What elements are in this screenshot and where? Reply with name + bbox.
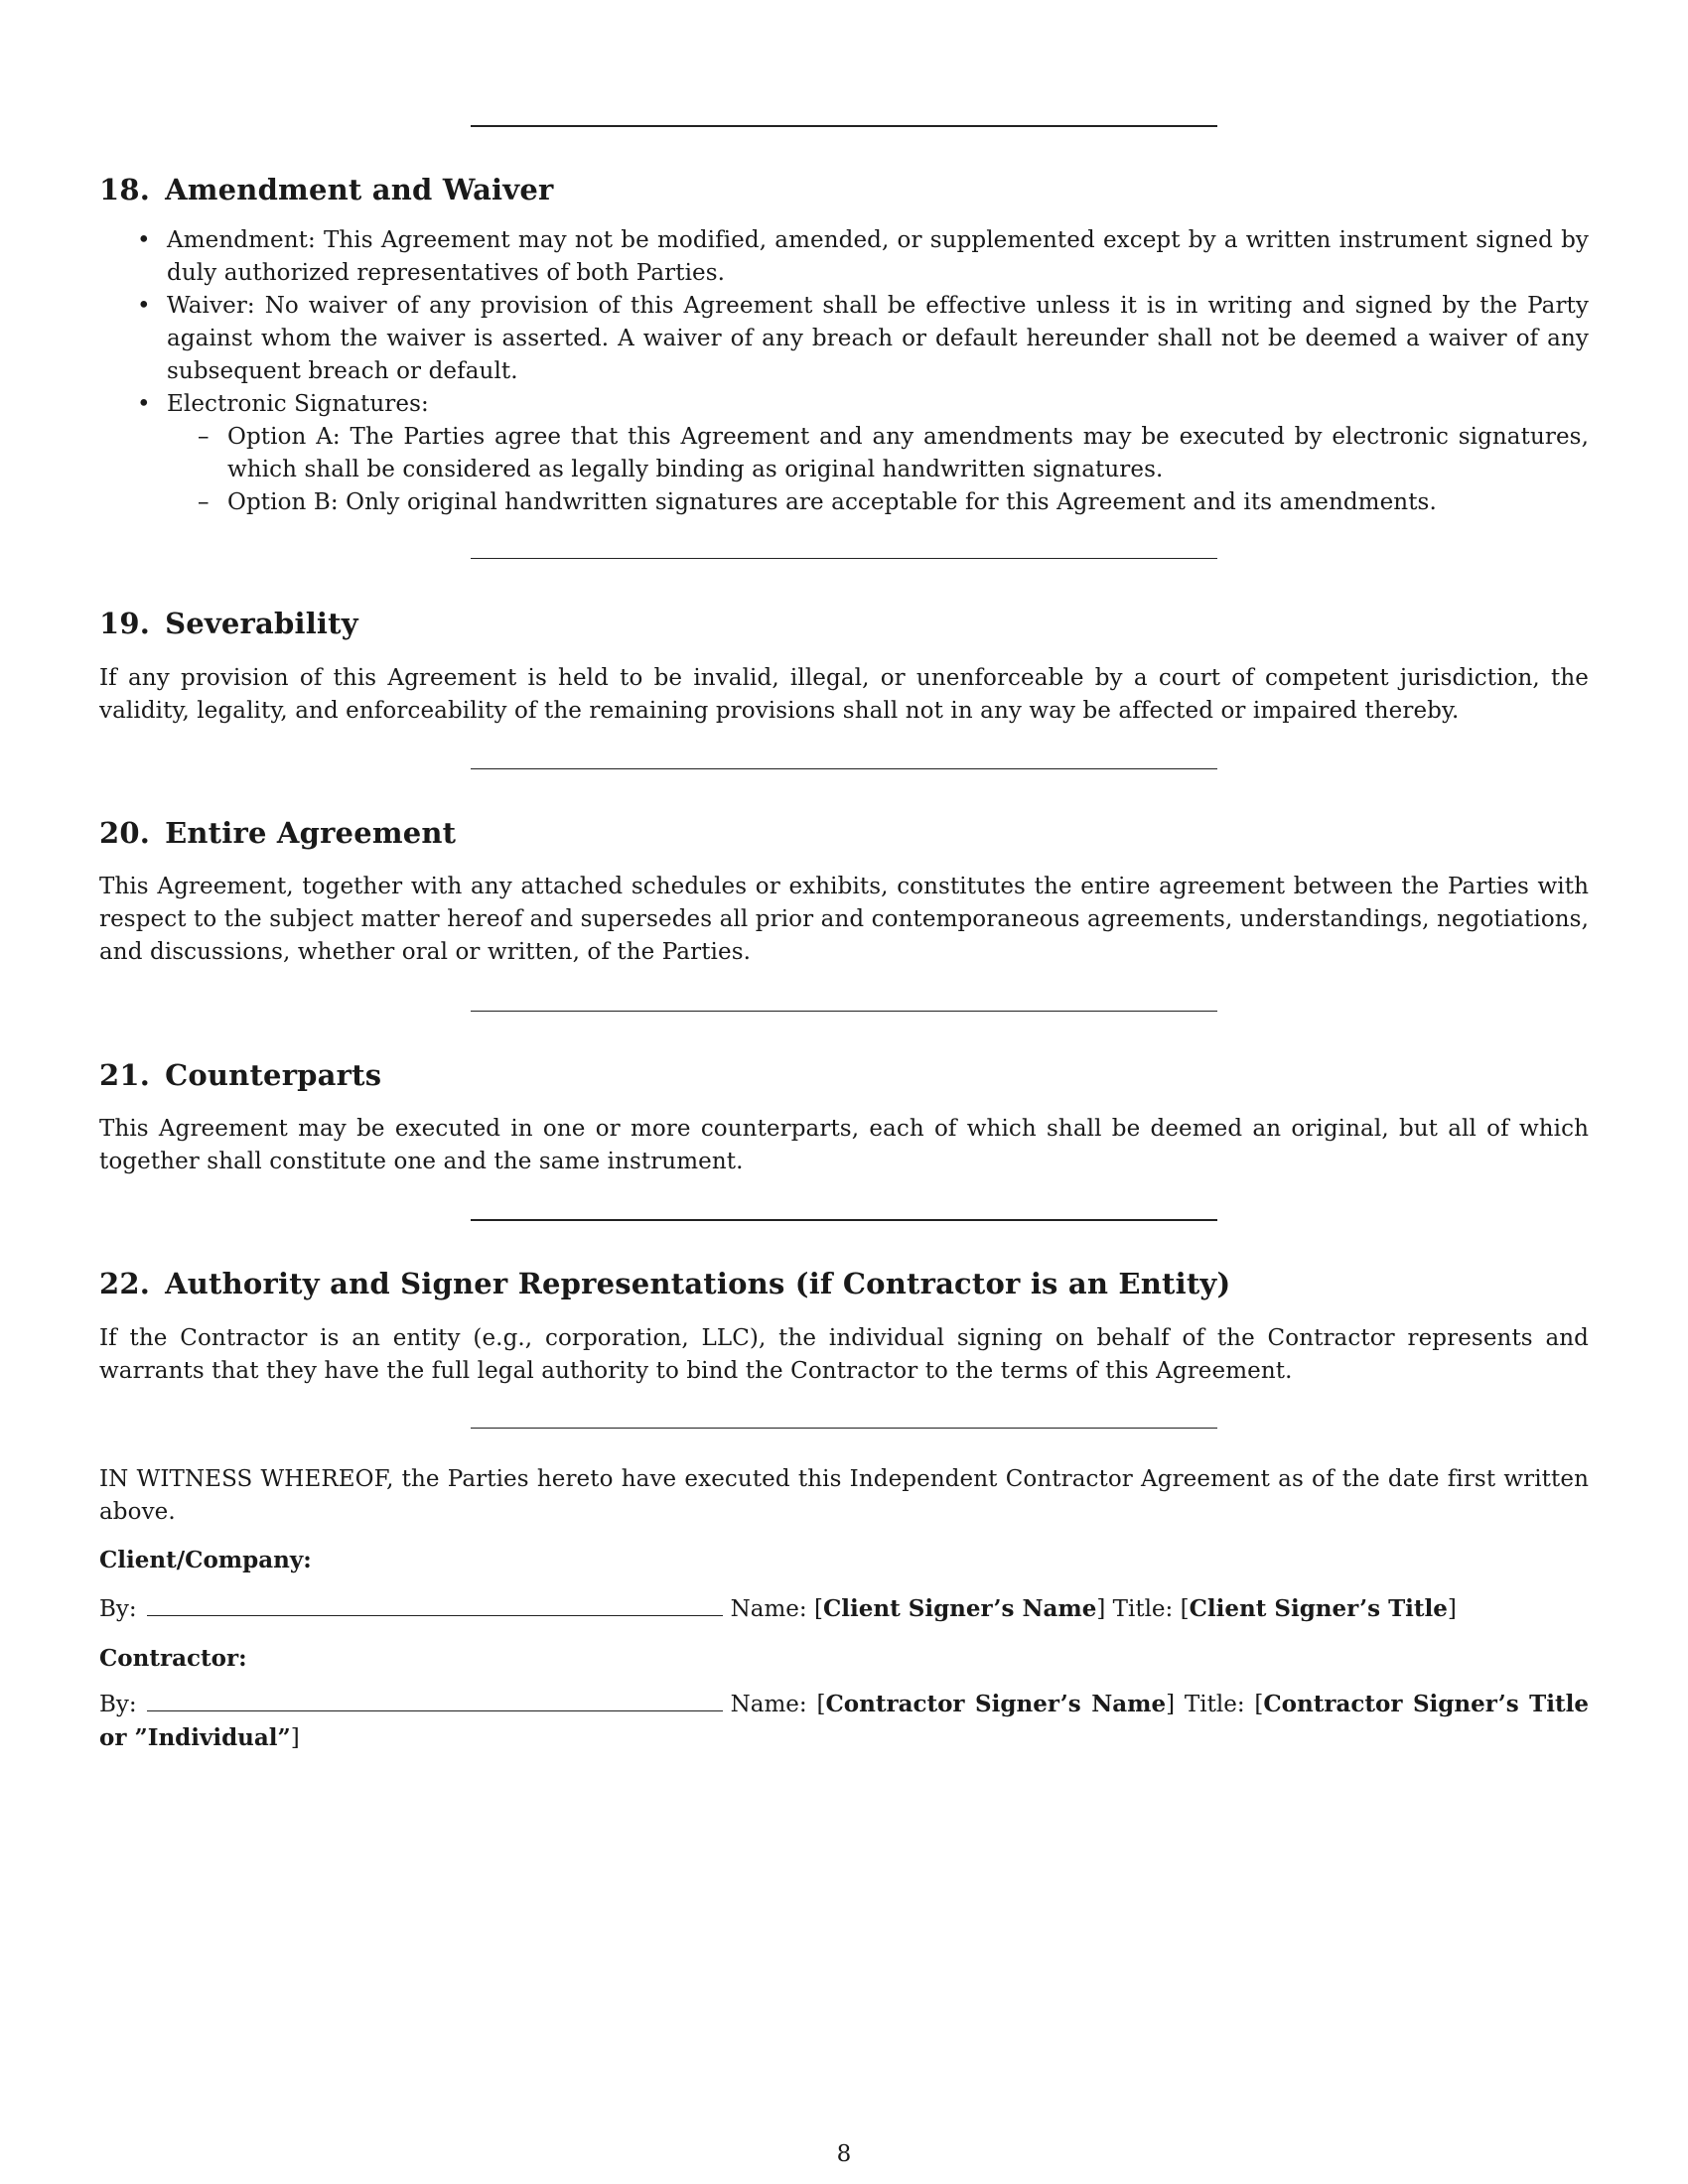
sub-item-option-b: – Option B: Only original handwritten signatures are acceptable for this Agreement and its amendments. (167, 486, 1589, 519)
client-signature-line: By: Name: [Client Signer’s Name] Title: [Client Signer’s Title] (99, 1595, 1457, 1622)
witness-clause: IN WITNESS WHEREOF, the Parties hereto have executed this Independent Contractor Agreement as of the date first written above. (99, 1466, 1589, 1525)
contractor-name-label: Name: (730, 1692, 807, 1717)
section-22-number: 22. (99, 1267, 151, 1300)
contractor-by-label: By: (99, 1692, 137, 1717)
contractor-signature-field (147, 1689, 723, 1711)
contractor-signer-name: Contractor Signer’s Name (825, 1691, 1167, 1717)
list-item-amendment: • Amendment: This Agreement may not be modified, amended, or supplemented except by a written instrument signed by duly authorized representatives of both Parties. (99, 224, 1589, 290)
section-separator (471, 1219, 1217, 1221)
section-18-number: 18. (99, 173, 151, 206)
section-22-title: Authority and Signer Representations (if Contractor is an Entity) (165, 1267, 1231, 1300)
client-name-label: Name: (730, 1596, 807, 1622)
section-19-number: 19. (99, 607, 151, 640)
client-signature-field (147, 1593, 723, 1616)
section-22-body: If the Contractor is an entity (e.g., corporation, LLC), the individual signing on behalf of the Contractor represents and warrants that they have the full legal authority to bind the Contractor to the terms of this Agreement. (99, 1325, 1589, 1384)
section-20-heading (99, 815, 456, 851)
list-item-waiver: • Waiver: No waiver of any provision of this Agreement shall be effective unless it is in writing and signed by the Party against whom the waiver is asserted. A waiver of any breach or default hereunder shall not be deemed a waiver of any subsequent breach or default. (99, 290, 1589, 388)
contractor-title-label: Title: (1184, 1692, 1245, 1717)
section-19-title: Severability (165, 607, 358, 640)
section-separator (471, 1011, 1217, 1012)
sub-item-option-a: – Option A: The Parties agree that this Agreement and any amendments may be executed by electronic signatures, which shall be considered as legally binding as original handwritten signatures. (167, 421, 1589, 486)
electronic-signatures-options (167, 421, 1589, 519)
contractor-signer-title: Contractor Signer’s Title or ”Individual” (99, 1691, 1589, 1751)
page-number: 8 (836, 2141, 852, 2167)
document-page (99, 0, 1589, 2184)
client-by-label: By: (99, 1596, 137, 1622)
section-separator (471, 768, 1217, 769)
section-21-number: 21. (99, 1058, 151, 1092)
section-18-list (99, 224, 1589, 519)
contractor-heading: Contractor: (99, 1645, 247, 1672)
client-title-label: Title: (1112, 1596, 1174, 1622)
client-company-heading: Client/Company: (99, 1547, 312, 1573)
client-signer-name: Client Signer’s Name (822, 1595, 1097, 1622)
section-20-number: 20. (99, 816, 151, 850)
contractor-signature-line: By: Name: [Contractor Signer’s Name] Title: [Contractor Signer’s Title or ”Individual”] (99, 1691, 1589, 1751)
section-21-body: This Agreement may be executed in one or more counterparts, each of which shall be deemed an original, but all of which together shall constitute one and the same instrument. (99, 1116, 1589, 1174)
section-19-body: If any provision of this Agreement is held to be invalid, illegal, or unenforceable by a court of competent jurisdiction, the validity, legality, and enforceability of the remaining provisions shall not in any way be affected or impaired thereby. (99, 665, 1589, 724)
section-18-title: Amendment and Waiver (165, 173, 554, 206)
section-22-heading (99, 1266, 1230, 1301)
section-21-heading (99, 1057, 381, 1093)
section-separator (471, 125, 1217, 127)
client-signer-title: Client Signer’s Title (1189, 1595, 1448, 1622)
section-20-body: This Agreement, together with any attached schedules or exhibits, constitutes the entire agreement between the Parties with respect to the subject matter hereof and supersedes all prior and contemporaneous agreements, understandings, negotiations, and discussions, whether oral or written, of the Parties. (99, 874, 1589, 965)
section-20-title: Entire Agreement (165, 816, 457, 850)
section-separator (471, 1428, 1217, 1429)
section-19-heading (99, 606, 358, 641)
section-separator (471, 558, 1217, 559)
electronic-signatures-label: Electronic Signatures: (167, 391, 429, 417)
list-item-electronic-signatures (99, 388, 1589, 519)
section-21-title: Counterparts (165, 1058, 382, 1092)
section-18-heading (99, 172, 553, 207)
